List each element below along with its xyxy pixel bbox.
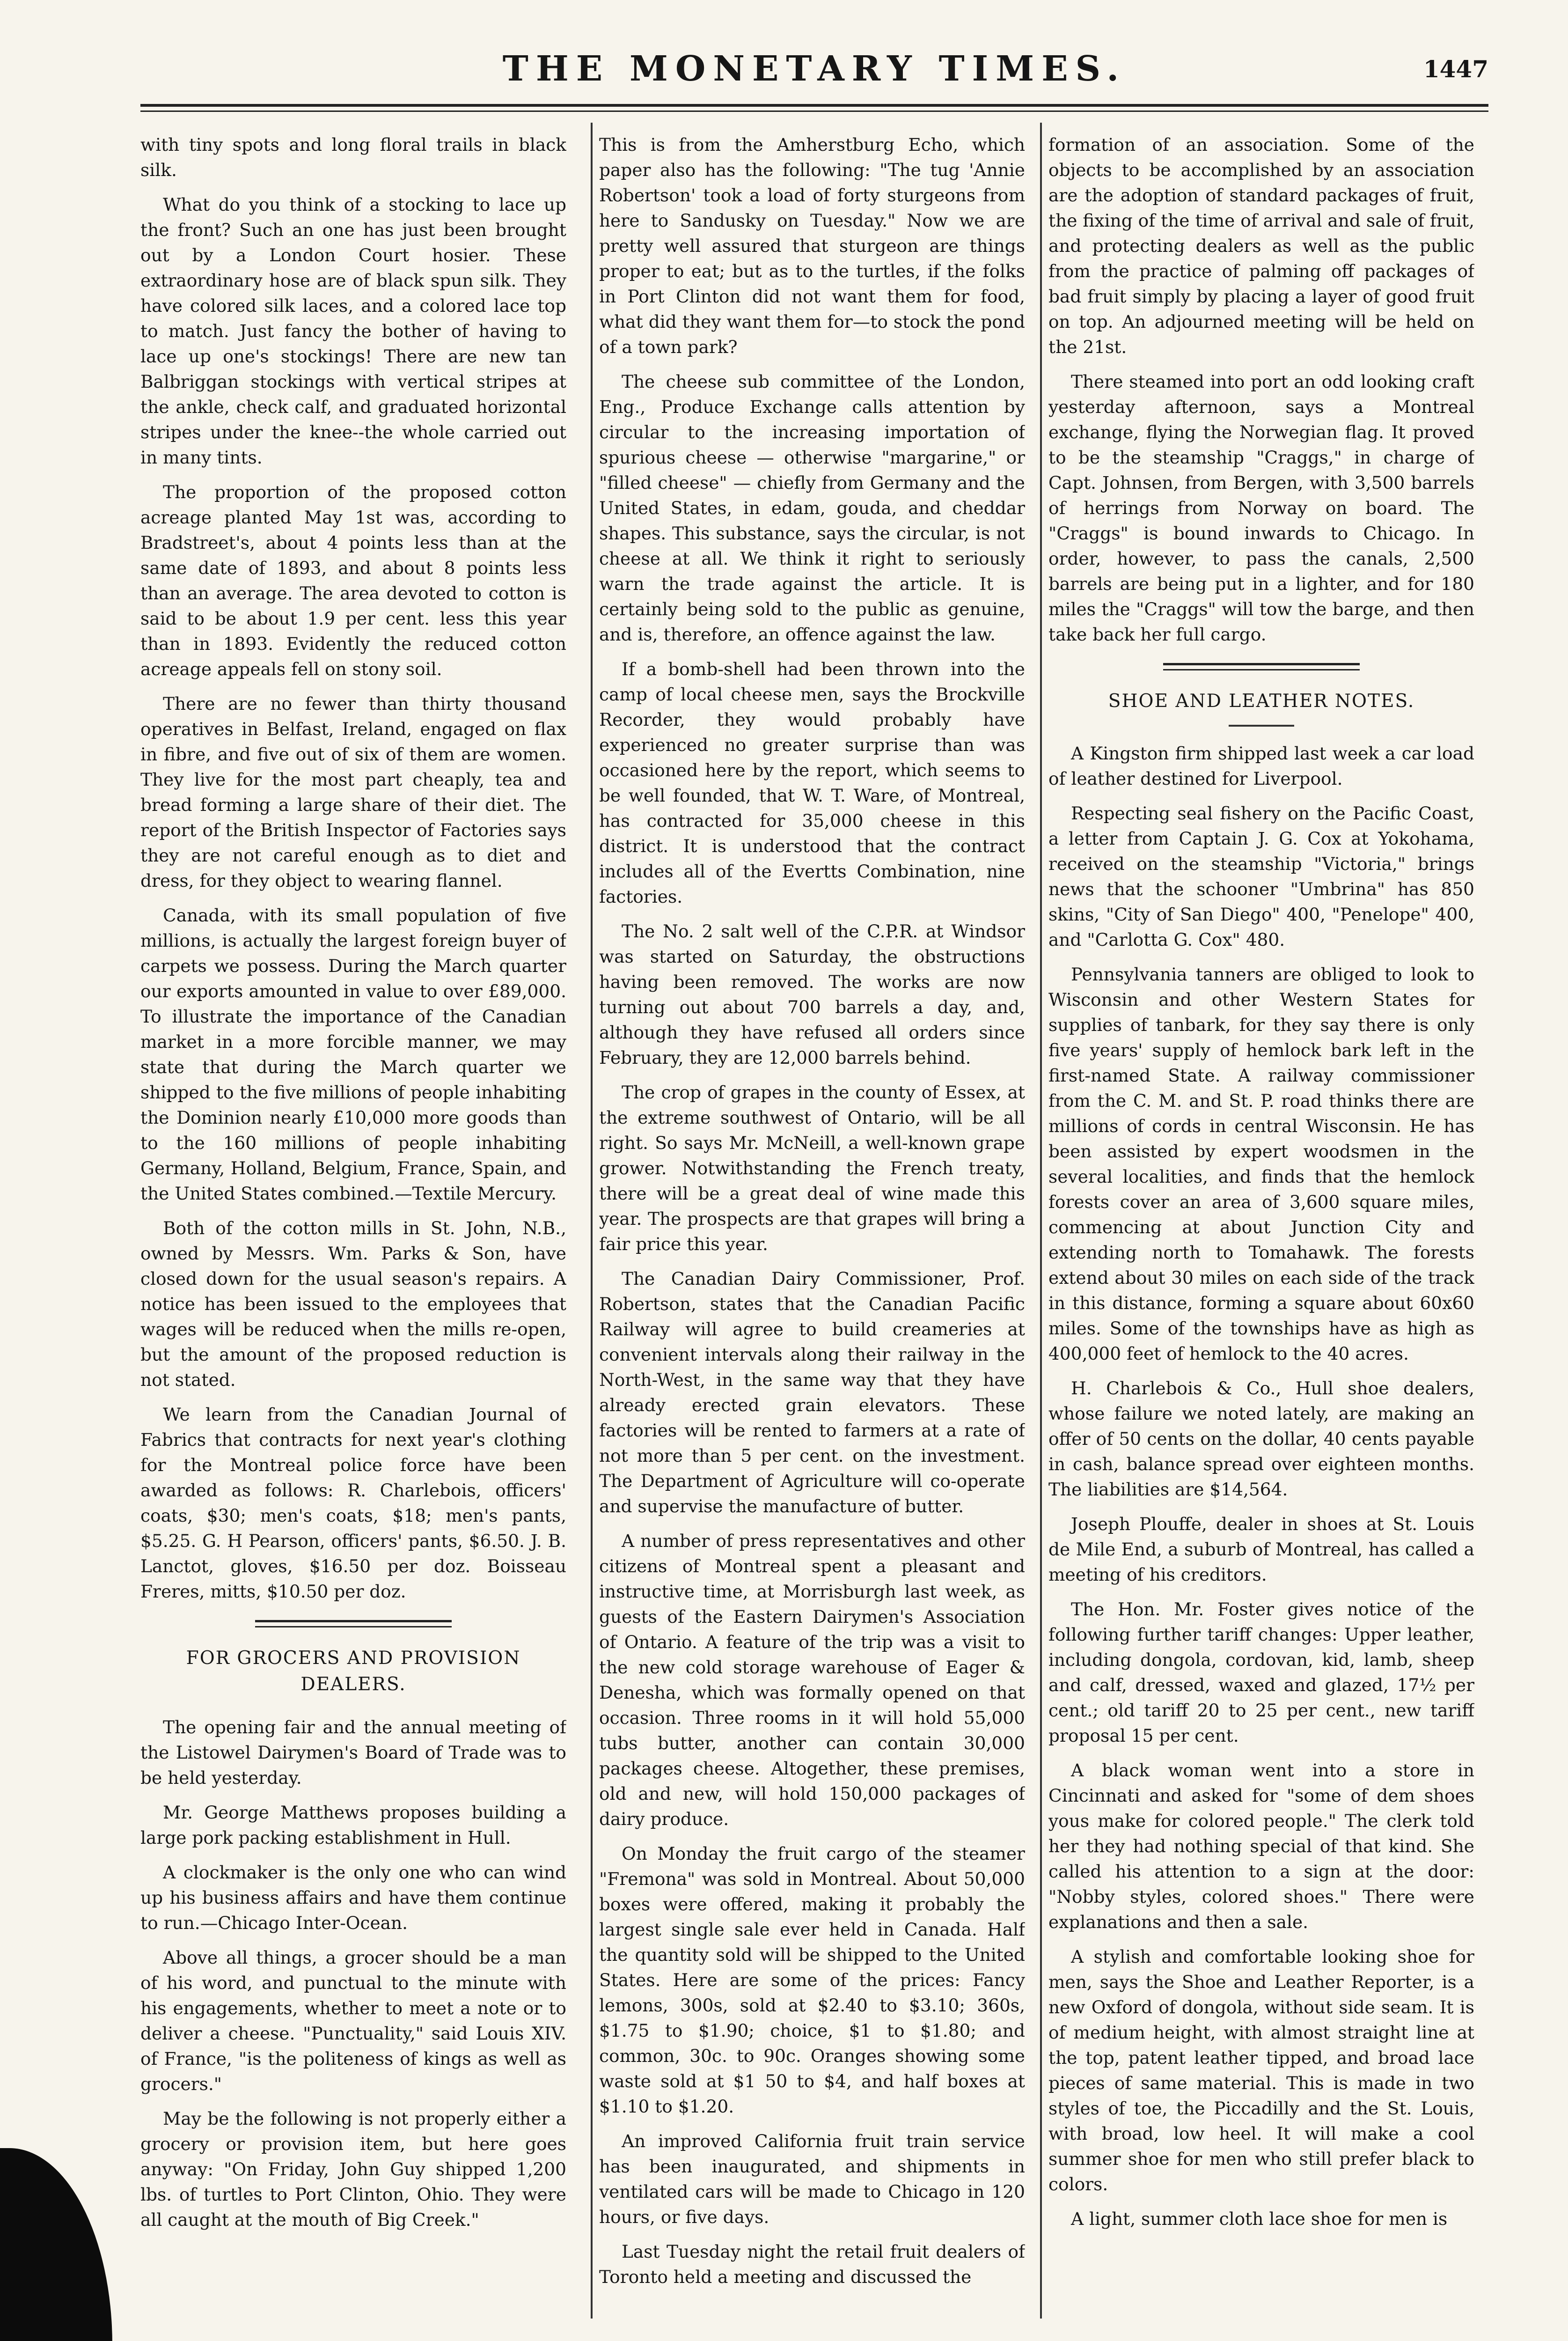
article-paragraph: Both of the cotton mills in St. John, N.B., owned by Messrs. Wm. Parks & Son, have closed down for the usual season's repairs. A notice has been issued to the employees that wages will be reduced when the mills re-open, but the amount of the proposed reduction is not stated. [140,1218,566,1390]
article-paragraph: May be the following is not properly either a grocery or provision item, but here goes anyway: "On Friday, John Guy shipped 1,200 lbs. of turtles to Port Clinton, Ohio. They were all caught at the mouth of Big Creek." [140,2108,566,2230]
article-paragraph: What do you think of a stocking to lace up the front? Such an one has just been brought out by a London Court hosier. These extraordinary hose are of black spun silk. They have colored silk laces, and a colored lace top to match. Just fancy the bother of having to lace up one's stockings! There are new tan Balbriggan stockings with vertical stripes at the ankle, check calf, and graduated horizontal stripes under the knee--the whole carried out in many tints. [140,194,566,468]
masthead [140,45,1488,101]
article-paragraph: H. Charlebois & Co., Hull shoe dealers, whose failure we noted lately, are making an offer of 50 cents on the dollar, 40 cents payable in cash, balance spread over eighteen months. The liabilities are $14,564. [1048,1378,1474,1500]
article-paragraph: A stylish and comfortable looking shoe for men, says the Shoe and Leather Reporter, is a new Oxford of dongola, without side seam. It is of medium height, with almost straight line at the top, patent leather tipped, and broad lace pieces of same material. This is made in two styles of toe, the Piccadilly and the St. Louis, with broad, low heel. It will make a cool summer shoe for men who still prefer black to colors. [1048,1946,1474,2194]
page-title: THE MONETARY TIMES. [502,49,1127,89]
article-paragraph: A light, summer cloth lace shoe for men is [1071,2208,1448,2229]
article-paragraph: formation of an association. Some of the objects to be accomplished by an association are the adoption of standard packages of fruit, the fixing of the time of arrival and sale of fruit, and protecting dealers as well as the public from the practice of palming off packages of bad fruit simply by placing a layer of good fruit on top. An adjourned meeting will be held on the 21st. [1048,134,1474,357]
article-paragraph: The Canadian Dairy Commissioner, Prof. Robertson, states that the Canadian Pacific Railway will agree to build creameries at convenient intervals along their railway in the North-West, in the same way that they have already erected grain elevators. These factories will be rented to farmers at a rate of not more than 5 per cent. on the investment. The Department of Agriculture will co-operate and supervise the manufacture of butter. [599,1268,1025,1516]
article-paragraph: There are no fewer than thirty thousand operatives in Belfast, Ireland, engaged on flax in fibre, and five out of six of them are women. They live for the most part cheaply, tea and bread forming a large share of their diet. The report of the British Inspector of Factories says they are not careful enough as to diet and dress, for they object to wearing flannel. [140,693,566,891]
article-paragraph: An improved California fruit train service has been inaugurated, and shipments in ventilated cars will be made to Chicago in 120 hours, or five days. [599,2131,1025,2227]
article-paragraph: with tiny spots and long floral trails in black silk. [140,134,566,180]
section-separator [255,1620,452,1627]
article-paragraph: The crop of grapes in the county of Essex, at the extreme southwest of Ontario, will be all right. So says Mr. McNeill, a well-known grape grower. Notwithstanding the French treaty, there will be a great deal of wine made this year. The prospects are that grapes will bring a fair price this year. [599,1082,1025,1254]
article-paragraph: On Monday the fruit cargo of the steamer "Fremona" was sold in Montreal. About 50,000 boxes were offered, making it probably the largest single sale ever held in Canada. Half the quantity sold will be shipped to the United States. Here are some of the prices: Fancy lemons, 300s, sold at $2.40 to $3.10; 360s, $1.75 to $1.90; choice, $1 to $1.80; and common, 30c. to 90c. Oranges showing some waste sold at $1 50 to $4, and half boxes at $1.10 to $1.20. [599,1843,1025,2117]
article-paragraph: This is from the Amherstburg Echo, which paper also has the following: "The tug 'Annie Robertson' took a load of forty sturgeons from here to Sandusky on Tuesday." Now we are pretty well assured that sturgeon are things proper to eat; but as to the turtles, if the folks in Port Clinton did not want them for food, what did they want them for—to stock the pond of a town park? [599,134,1025,357]
article-paragraph: The opening fair and the annual meeting of the Listowel Dairymen's Board of Trade was to be held yesterday. [140,1717,566,1788]
article-paragraph: There steamed into port an odd looking craft yesterday afternoon, says a Montreal exchange, flying the Norwegian flag. It proved to be the steamship "Craggs," in charge of Capt. Johnsen, from Bergen, with 3,500 barrels of herrings from Norway on board. The "Craggs" is bound inwards to Chicago. In order, however, to pass the canals, 2,500 barrels are being put in a lighter, and for 180 miles the "Craggs" will tow the barge, and then take back her full cargo. [1048,371,1474,645]
article-paragraph: We learn from the Canadian Journal of Fabrics that contracts for next year's clothing for the Montreal police force have been awarded as follows: R. Charlebois, officers' coats, $30; men's coats, $18; men's pants, $5.25. G. H Pearson, officers' pants, $6.50. J. B. Lanctot, gloves, $16.50 per doz. Boisseau Freres, mitts, $10.50 per doz. [140,1404,566,1602]
article-paragraph: Pennsylvania tanners are obliged to look to Wisconsin and other Western States for supplies of tanbark, for they say there is only five years' supply of hemlock bark left in the first-named State. A railway commissioner from the C. M. and St. P. road thinks there are millions of cords in central Wisconsin. He has been assisted by expert woodsmen in the several localities, and finds that the hemlock forests cover an area of 3,600 square miles, commencing at about Junction City and extending north to Tomahawk. The forests extend about 30 miles on each side of the track in this distance, forming a square about 60x60 miles. Some of the townships have as high as 400,000 feet of hemlock to the 40 acres. [1048,964,1474,1364]
article-paragraph: Above all things, a grocer should be a man of his word, and punctual to the minute with his engagements, whether to meet a note or to deliver a cheese. "Punctuality," said Louis XIV. of France, "is the politeness of kings as well as grocers." [140,1947,566,2094]
header-rule-thick [140,104,1488,107]
page-number: 1447 [1423,55,1488,83]
column-rule-left [591,123,593,2319]
article-paragraph: A clockmaker is the only one who can wind up his business affairs and have them continue to run.—Chicago Inter-Ocean. [140,1862,566,1933]
column-2 [599,132,1025,2328]
article-paragraph: Mr. George Matthews proposes building a large pork packing establishment in Hull. [140,1802,566,1848]
article-paragraph: A number of press representatives and other citizens of Montreal spent a pleasant and instructive time, at Morrisburgh last week, as guests of the Eastern Dairymen's Association of Ontario. A feature of the trip was a visit to the new cold storage warehouse of Eager & Denesha, which was formally opened on that occasion. Three rooms in it will hold 55,000 tubs butter, another can contain 30,000 packages cheese. Altogether, these premises, old and new, will hold 150,000 packages of dairy produce. [599,1531,1025,1829]
section-heading-grocers: FOR GROCERS AND PROVISION DEALERS. [186,1648,521,1695]
header-rule-thin [140,110,1488,112]
section-heading-shoe-leather: SHOE AND LEATHER NOTES. [1108,691,1415,712]
article-paragraph: Respecting seal fishery on the Pacific Coast, a letter from Captain J. G. Cox at Yokohama, received on the steamship "Victoria," brings news that the schooner "Umbrina" has 850 skins, "City of San Diego" 400, "Penelope" 400, and "Carlotta G. Cox" 480. [1048,803,1474,950]
column-rule-right [1040,123,1042,2319]
article-paragraph: The cheese sub committee of the London, Eng., Produce Exchange calls attention by circular to the increasing importation of spurious cheese — otherwise "margarine," or "filled cheese" — chiefly from Germany and the United States, in edam, gouda, and cheddar shapes. This substance, says the circular, is not cheese at all. We think it right to seriously warn the trade against the article. It is certainly being sold to the public as genuine, and is, therefore, an offence against the law. [599,371,1025,645]
article-paragraph: If a bomb-shell had been thrown into the camp of local cheese men, says the Brockville Recorder, they would probably have experienced no greater surprise than was occasioned here by the report, which seems to be well founded, that W. T. Ware, of Montreal, has contracted for 35,000 cheese in this district. It is understood that the contract includes all of the Evertts Combination, nine factories. [599,659,1025,907]
section-separator [1163,663,1360,670]
article-paragraph: Joseph Plouffe, dealer in shoes at St. Louis de Mile End, a suburb of Montreal, has called a meeting of his creditors. [1048,1514,1474,1585]
article-paragraph: Canada, with its small population of five millions, is actually the largest foreign buyer of carpets we possess. During the March quarter our exports amounted in value to over £89,000. To illustrate the importance of the Canadian market in a more forcible manner, we may state that during the March quarter we shipped to the five millions of people inhabiting the Dominion nearly £10,000 more goods than to the 160 millions of people inhabiting Germany, Holland, Belgium, France, Spain, and the United States combined.—Textile Mercury. [140,905,566,1204]
article-paragraph: The No. 2 salt well of the C.P.R. at Windsor was started on Saturday, the obstructions having been removed. The works are now turning out about 700 barrels a day, and, although they have refused all orders since February, they are 12,000 barrels behind. [599,921,1025,1068]
column-1 [140,132,566,2328]
binding-shadow [0,2148,112,2341]
heading-underline [1229,725,1294,727]
article-paragraph: A Kingston firm shipped last week a car load of leather destined for Liverpool. [1048,743,1474,789]
article-paragraph: Last Tuesday night the retail fruit dealers of Toronto held a meeting and discussed the [599,2241,1025,2287]
article-paragraph: A black woman went into a store in Cincinnati and asked for "some of dem shoes yous make for colored people." The clerk told her they had nothing special of that kind. She called his attention to a sign at the door: "Nobby styles, colored shoes." There were explanations and then a sale. [1048,1760,1474,1932]
column-3 [1048,132,1474,2328]
article-paragraph: The proportion of the proposed cotton acreage planted May 1st was, according to Bradstreet's, about 4 points less than at the same date of 1893, and about 8 points less than an average. The area devoted to cotton is said to be about 1.9 per cent. less this year than in 1893. Evidently the reduced cotton acreage appeals fell on stony soil. [140,482,566,679]
article-paragraph: The Hon. Mr. Foster gives notice of the following further tariff changes: Upper leather, including dongola, cordovan, kid, lamb, sheep and calf, dressed, waxed and glazed, 17½ per cent.; old tariff 20 to 25 per cent., new tariff proposal 15 per cent. [1048,1599,1474,1746]
